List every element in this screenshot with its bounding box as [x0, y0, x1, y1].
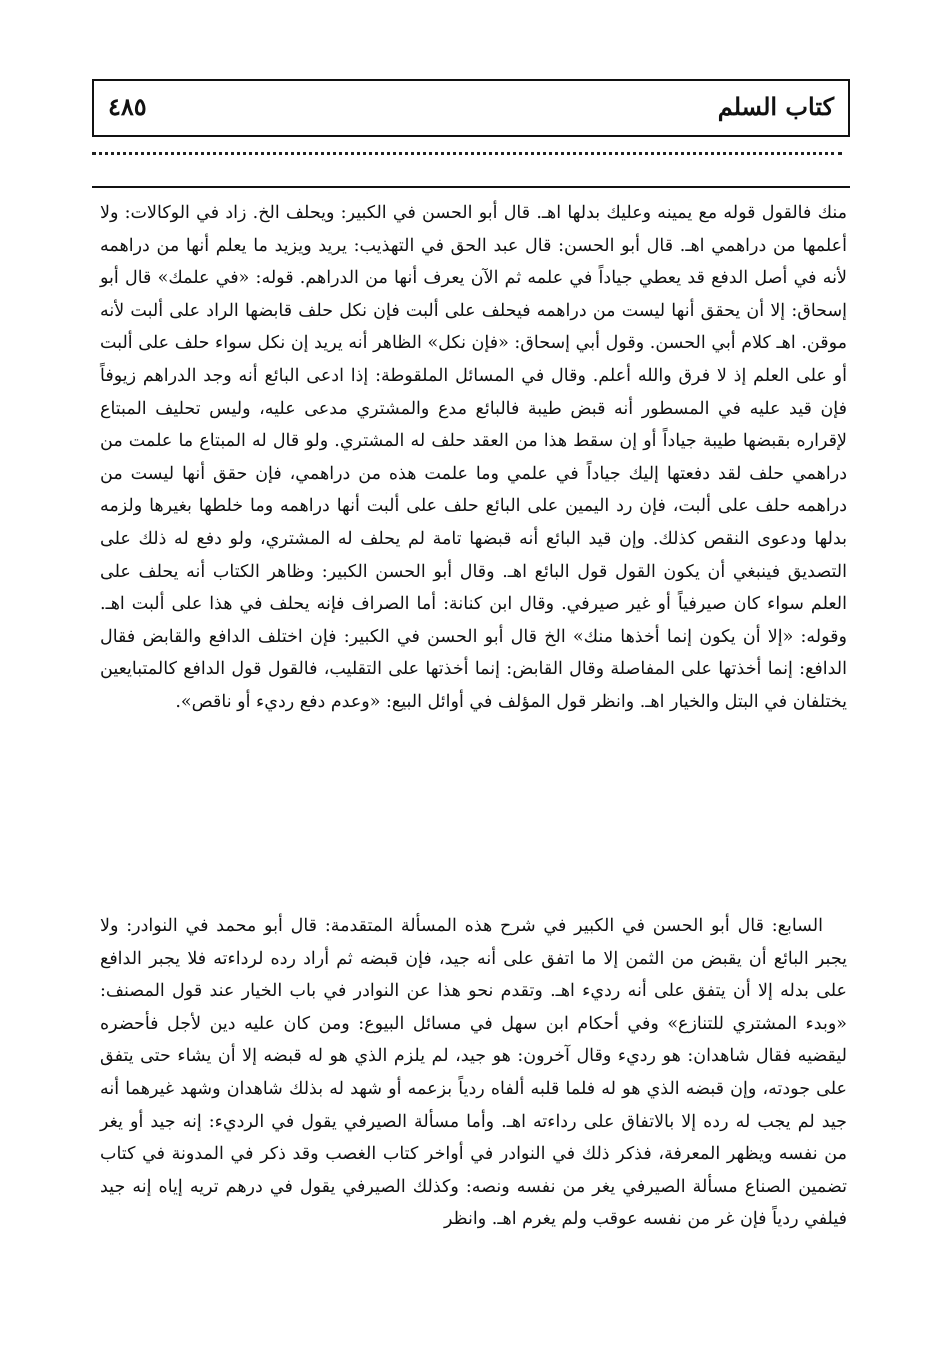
dotted-divider — [92, 152, 842, 155]
horizontal-rule — [92, 186, 850, 188]
page-number: ٤٨٥ — [108, 92, 147, 121]
paragraph-2: السابع: قال أبو الحسن في الكبير في شرح هذه المسألة المتقدمة: قال أبو محمد في النوادر: ولا يجبر البائع أن يقبض من الثمن إلا ما اتفق على أنه جيد، فإن قبضه ثم أراد رده لرداءته فلا يجبر الدافع على بدله إلا أن يتفق على أنه رديء اهـ. وتقدم نحو هذا عن النوادر في باب الخيار عند قول المصنف: «وبدء المشتري للتنازع» وفي أحكام ابن سهل في مسائل البيوع: ومن كان عليه دين لأجل فأحضره ليقضيه فقال شاهدان: هو رديء وقال آخرون: هو جيد، لم يلزم الذي هو له قبضه إلا أن يشاء حتى يتفق على جودته، وإن قبضه الذي هو له فلما قلبه ألفاه ردياً بزعمه أو شهد له بذلك شاهدان وشهد غيرهما أنه جيد لم يجب له رده إلا بالاتفاق على رداءته اهـ. وأما مسألة الصيرفي يقول في الرديء: إنه جيد أو يغر من نفسه ويظهر المعرفة، فذكر ذلك في النوادر في أواخر كتاب الغصب وقد ذكر في المدونة في كتاب تضمين الصناع مسألة الصيرفي يغر من نفسه ونصه: وكذلك الصيرفي يقول في درهم تريه إياه إنه جيد فيلفي ردياً فإن غر من نفسه عوقب ولم يغرم اهـ. وانظر — [100, 916, 847, 1230]
book-title: كتاب السلم — [717, 92, 834, 121]
page-header — [92, 79, 850, 137]
paragraph-1: منك فالقول قوله مع يمينه وعليك بدلها اهـ. قال أبو الحسن في الكبير: ويحلف الخ. زاد في الوكالات: ولا أعلمها من دراهمي اهـ. قال أبو الحسن: قال عبد الحق في التهذيب: يريد ويزيد ما يعلم أنها من دراهمه لأنه في أصل الدفع قد يعطي جياداً في علمه ثم الآن يعرف أنها من الدراهم. قوله: «في علمك» قال أبو إسحاق: إلا أن يحقق أنها ليست من دراهمه فيحلف على ألبت فإن نكل حلف قابضها الراد على ألبت لأنه موقن. اهـ كلام أبي الحسن. وقول أبي إسحاق: «فإن نكل» الظاهر أنه يريد إن نكل سواء حلف على ألبت أو على العلم إذ لا فرق والله أعلم. وقال في المسائل الملقوطة: إذا ادعى البائع أنه وجد الدراهم زيوفاً فإن قيد عليه في المسطور أنه قبض طيبة فالبائع مدع والمشتري مدعى عليه، وليس تحليف المبتاع لإقراره بقبضها طيبة جياداً أو إن سقط هذا من العقد حلف له المشتري. ولو قال له المبتاع ما علمت من دراهمي حلف لقد دفعتها إليك جياداً في علمي وما علمت هذه من دراهمي، فإن حقق أنها ليست من دراهمه حلف على ألبت، فإن رد اليمين على البائع حلف على ألبت أنها دراهمه وما خلطها بغيرها ولزمه بدلها ودعوى النقص كذلك. وإن قيد البائع أنه قبضها تامة لم يحلف له المشتري، ولو دفع له ذلك على التصديق فينبغي أن يكون القول قول البائع اهـ. وقال أبو الحسن الكبير: وظاهر الكتاب أنه يحلف على العلم سواء كان صيرفياً أو غير صيرفي. وقال ابن كنانة: أما الصراف فإنه يحلف في هذا على ألبت اهـ. وقوله: «إلا أن يكون إنما أخذها منك» الخ قال أبو الحسن في الكبير: فإن اختلف الدافع والقابض فقال الدافع: إنما أخذتها على المفاصلة وقال القابض: إنما أخذتها على التقليب، فالقول قول الدافع كالمتبايعين يختلفان في البتل والخيار اهـ. وانظر قول المؤلف في أوائل البيع: «وعدم دفع رديء أو ناقص». — [100, 203, 847, 712]
